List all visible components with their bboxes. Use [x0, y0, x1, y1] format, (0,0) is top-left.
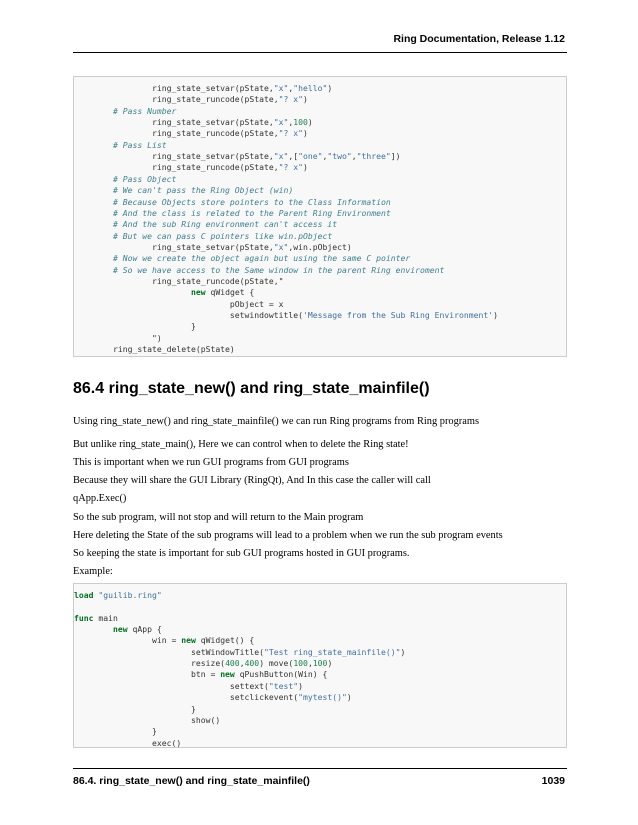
- code-line: [74, 681, 303, 692]
- code-token: "x": [273, 117, 289, 128]
- code-token: ): [327, 83, 333, 93]
- code-token: 100: [312, 658, 328, 669]
- code-line: [74, 692, 352, 703]
- code-token: show(): [74, 714, 221, 725]
- code-token: ring_state_setvar(pState,: [74, 117, 274, 128]
- paragraph-2: But unlike ring_state_main(), Here we can control when to delete the Ring state!: [73, 439, 409, 450]
- code-block-top: [73, 76, 567, 357]
- paragraph-1: Using ring_state_new() and ring_state_mainfile() we can run Ring programs from Ring programs: [73, 416, 480, 427]
- code-token: win =: [74, 635, 182, 646]
- code-token: # We can't pass the Ring Object (win): [74, 185, 294, 196]
- code-token: setWindowTitle(: [74, 646, 265, 657]
- code-line: [74, 669, 327, 680]
- code-line: [74, 738, 181, 748]
- code-token: ,[: [288, 151, 299, 162]
- code-line: [74, 590, 162, 601]
- code-token: main: [93, 612, 118, 623]
- code-token: ): [307, 117, 313, 128]
- code-line: [74, 242, 352, 253]
- code-token: exec(): [74, 737, 182, 748]
- code-token: ): [303, 94, 308, 105]
- code-token: # And the sub Ring environment can't access it: [74, 219, 338, 230]
- code-token: ring_state_runcode(pState,": [74, 275, 284, 286]
- code-line: [74, 106, 176, 117]
- code-token: ,: [307, 658, 313, 669]
- paragraph-7: Here deleting the State of the sub programs will lead to a problem when we run the sub program events: [73, 530, 503, 541]
- code-token: new: [190, 287, 206, 298]
- code-line: [74, 197, 391, 208]
- code-token: func: [74, 612, 94, 623]
- code-token: 400: [225, 658, 240, 669]
- code-token: [74, 624, 113, 634]
- code-token: [74, 287, 191, 297]
- code-token: ,win.pObject): [288, 241, 352, 252]
- code-token: ): [493, 310, 498, 320]
- code-block-bottom: [73, 583, 567, 748]
- code-token: qWidget() {: [195, 635, 255, 646]
- code-line: [74, 117, 313, 128]
- code-token: ): [346, 692, 352, 703]
- code-token: ): [400, 646, 406, 657]
- code-token: # Pass List: [74, 139, 167, 150]
- code-line: [74, 321, 196, 332]
- code-token: new: [181, 635, 196, 646]
- code-token: }: [74, 726, 157, 737]
- code-line: [74, 333, 162, 344]
- code-line: [74, 276, 284, 287]
- code-token: "hello": [293, 83, 328, 93]
- code-token: "three": [356, 151, 391, 162]
- code-line: [74, 715, 220, 726]
- code-token: # Pass Number: [74, 105, 177, 116]
- code-token: "? x": [278, 162, 304, 173]
- code-token: 100: [293, 658, 308, 669]
- code-token: ring_state_runcode(pState,: [74, 94, 279, 105]
- code-token: new: [112, 624, 128, 635]
- paragraph-4: Because they will share the GUI Library (RingQt), And In this case the caller will call: [73, 475, 431, 486]
- code-token: "guilib.ring": [98, 590, 162, 600]
- footer-section-label: 86.4. ring_state_new() and ring_state_mainfile(): [73, 775, 310, 787]
- code-token: btn =: [74, 669, 221, 680]
- code-token: "mytest()": [298, 692, 347, 703]
- code-token: ring_state_runcode(pState,: [74, 162, 279, 173]
- code-token: "x": [273, 151, 289, 162]
- code-token: 100: [293, 117, 308, 128]
- code-line: [74, 704, 196, 715]
- paragraph-example: Example:: [73, 566, 113, 577]
- code-line: [74, 658, 332, 669]
- code-token: 400: [244, 658, 260, 669]
- code-line: [74, 287, 254, 298]
- code-token: # And the class is related to the Parent Ring Environment: [74, 207, 391, 218]
- code-token: resize(: [74, 658, 226, 669]
- code-token: # Because Objects store pointers to the Class Information: [74, 196, 391, 207]
- code-token: ,: [239, 658, 245, 669]
- code-line: [74, 128, 308, 139]
- code-line: [74, 83, 332, 94]
- code-line: [74, 174, 176, 185]
- section-title: 86.4 ring_state_new() and ring_state_mainfile(): [73, 380, 430, 397]
- code-token: # Pass Object: [74, 173, 177, 184]
- code-token: ]): [390, 151, 401, 162]
- code-token: "Test ring_state_mainfile()": [264, 646, 401, 657]
- code-token: "? x": [278, 94, 304, 105]
- code-token: new: [220, 669, 235, 680]
- code-token: ring_state_setvar(pState,: [74, 151, 274, 162]
- code-token: setwindowtitle(: [74, 310, 304, 320]
- code-token: pObject = x: [74, 298, 284, 309]
- paragraph-6: So the sub program, will not stop and will return to the Main program: [73, 512, 364, 523]
- code-token: ): [298, 680, 304, 691]
- code-line: [74, 94, 308, 105]
- code-token: "two": [327, 151, 352, 162]
- code-token: ): [303, 128, 308, 139]
- code-token: load: [74, 590, 94, 600]
- paragraph-8: So keeping the state is important for sub GUI programs hosted in GUI programs.: [73, 548, 410, 559]
- code-token: qApp {: [127, 624, 162, 635]
- code-token: }: [74, 703, 196, 714]
- code-line: [74, 624, 162, 635]
- page-number: 1039: [541, 775, 565, 787]
- code-line: [74, 613, 118, 624]
- code-token: ): [327, 658, 333, 669]
- footer-rule: [73, 768, 567, 769]
- code-token: ring_state_runcode(pState,: [74, 128, 279, 139]
- code-token: setclickevent(: [74, 692, 299, 703]
- code-token: "x": [273, 83, 289, 93]
- code-token: "? x": [278, 128, 304, 139]
- code-token: ,: [322, 151, 328, 162]
- code-line: [74, 299, 284, 310]
- code-line: [74, 344, 235, 355]
- code-token: ): [303, 162, 308, 173]
- code-line: [74, 151, 401, 162]
- code-line: [74, 726, 157, 737]
- code-token: ) move(: [259, 658, 294, 669]
- code-token: # But we can pass C pointers like win.pObject: [74, 230, 333, 241]
- code-token: "one": [298, 151, 323, 162]
- paragraph-5: qApp.Exec(): [73, 493, 127, 504]
- code-token: qPushButton(Win) {: [234, 669, 328, 680]
- code-token: "x": [273, 241, 289, 252]
- code-token: settext(: [74, 680, 269, 691]
- code-token: ring_state_setvar(pState,: [74, 83, 274, 93]
- code-line: [74, 310, 498, 321]
- code-line: [74, 231, 332, 242]
- code-token: ,: [351, 151, 357, 162]
- code-token: }: [74, 321, 196, 332]
- code-token: 'Message from the Sub Ring Environment': [303, 310, 494, 320]
- code-token: "): [74, 332, 162, 343]
- code-line: [74, 219, 337, 230]
- running-header: Ring Documentation, Release 1.12: [393, 33, 565, 45]
- code-token: # So we have access to the Same window in the parent Ring enviroment: [74, 264, 445, 275]
- code-token: # Now we create the object again but using the same C pointer: [74, 253, 411, 264]
- paragraph-3: This is important when we run GUI programs from GUI programs: [73, 457, 349, 468]
- code-line: [74, 140, 167, 151]
- code-line: [74, 635, 254, 646]
- header-rule: [73, 52, 567, 53]
- code-token: ring_state_setvar(pState,: [74, 241, 274, 252]
- code-token: ,: [288, 117, 294, 128]
- code-line: [74, 185, 293, 196]
- code-token: ,: [288, 83, 294, 93]
- code-line: [74, 647, 405, 658]
- code-line: [74, 208, 391, 219]
- code-line: [74, 265, 444, 276]
- code-line: [74, 253, 410, 264]
- code-line: [74, 162, 308, 173]
- code-token: qWidget {: [205, 287, 255, 298]
- code-token: ring_state_delete(pState): [74, 344, 235, 355]
- code-token: "test": [268, 680, 299, 691]
